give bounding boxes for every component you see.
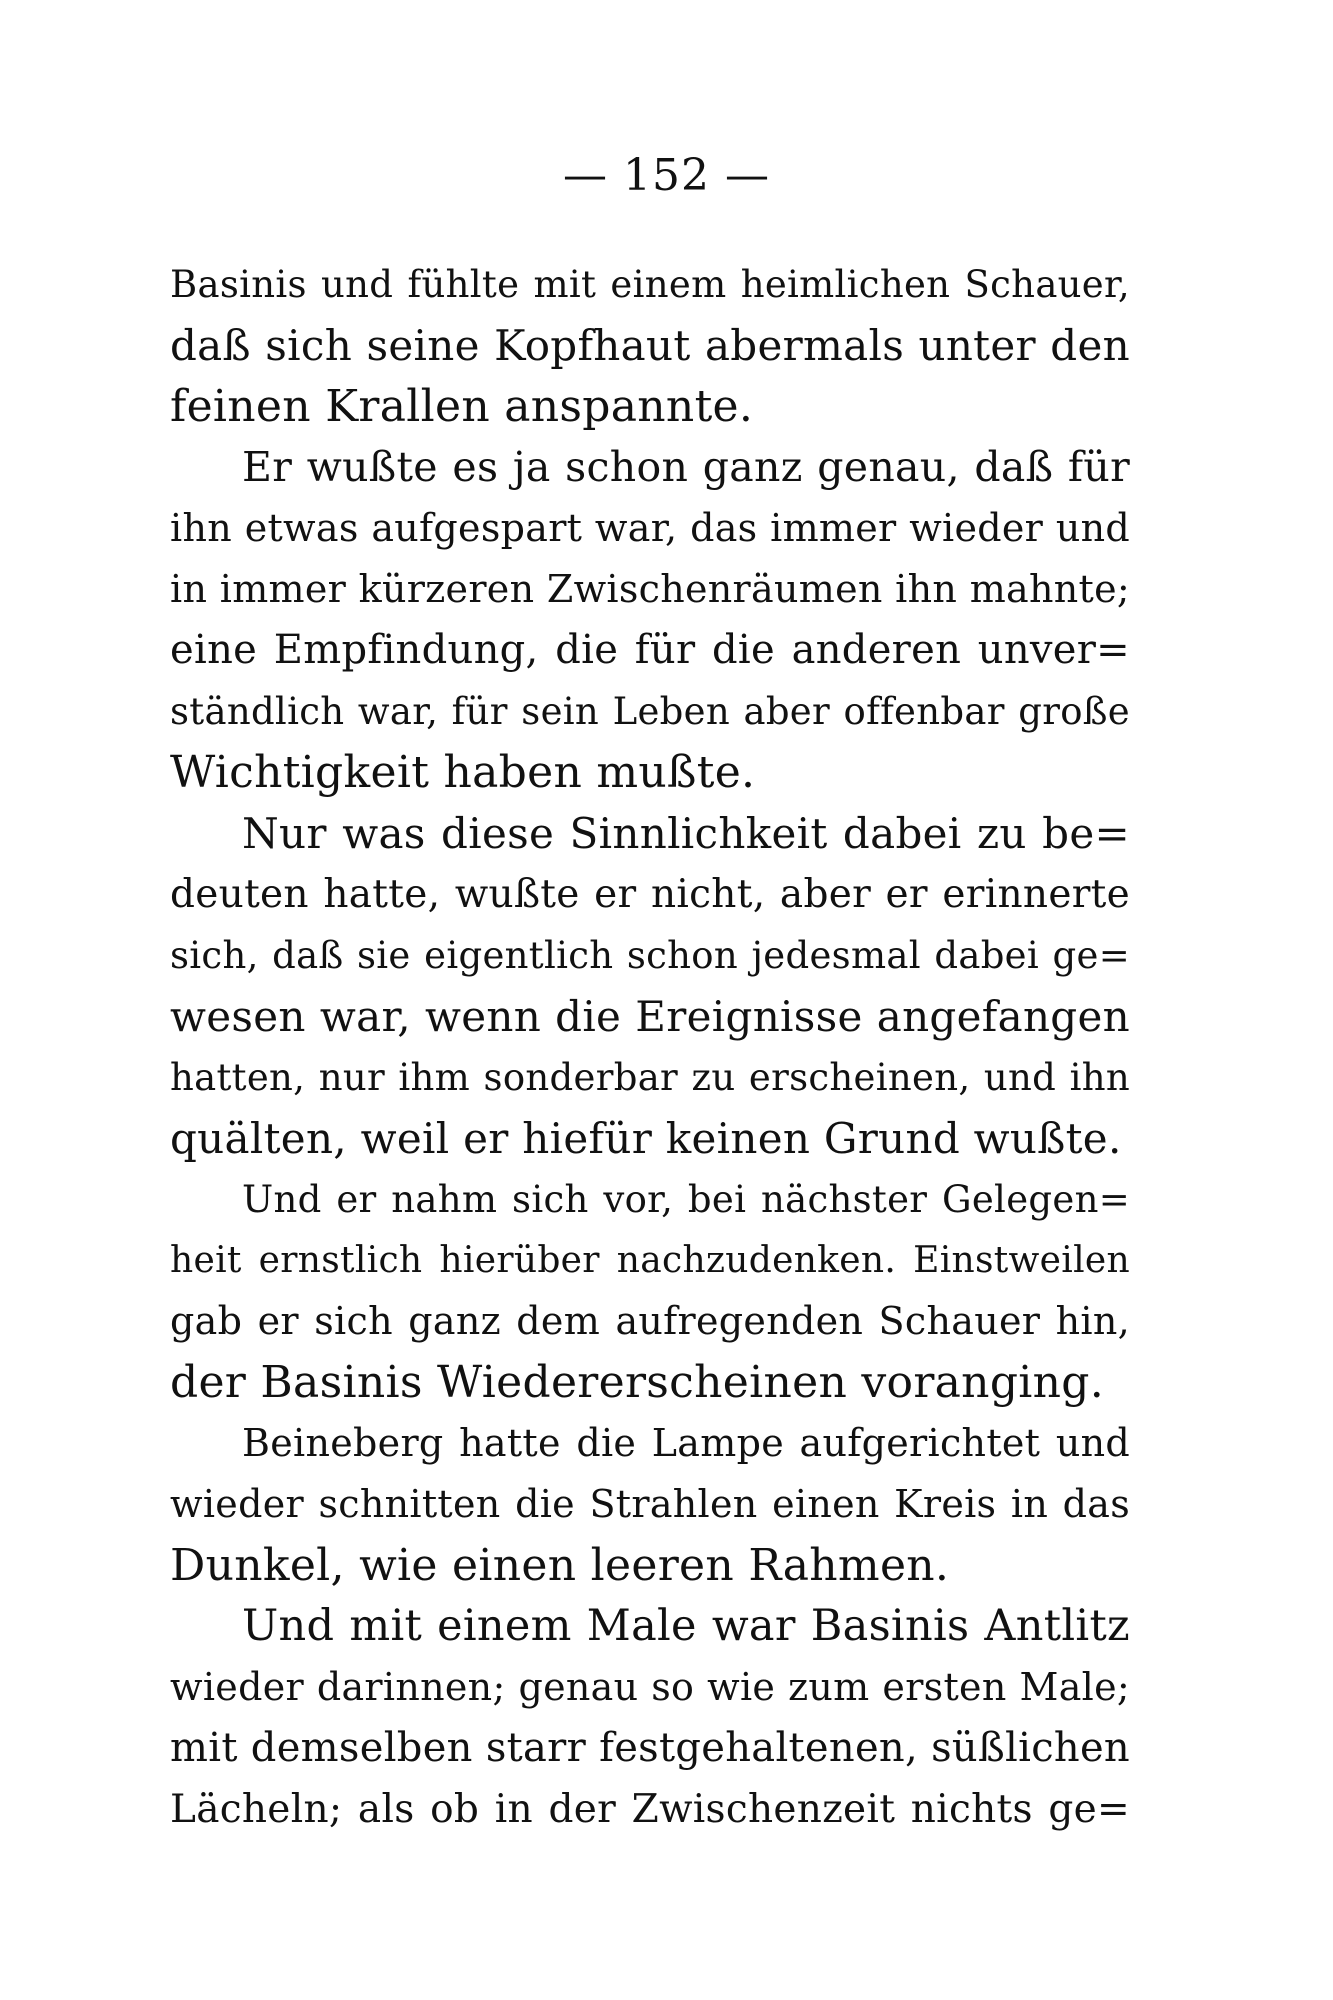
text-line: daß sich seine Kopfhaut abermals unter den [170,321,1130,370]
paragraph-first-line: Und mit einem Male war Basinis Antlitz [242,1601,1130,1651]
text-line: wieder darinnen; genau so wie zum ersten Male; [170,1665,1130,1709]
text-line: sich, daß sie eigentlich schon jedesmal dabei ge= [170,934,1130,977]
text-line: wieder schnitten die Strahlen einen Kreis in das [170,1482,1130,1526]
text-line: wesen war, wenn die Ereignisse angefangen [170,992,1130,1041]
text-line: deuten hatte, wußte er nicht, aber er erinnerte [170,872,1130,917]
text-line: mit demselben starr festgehaltenen, süßlichen [170,1725,1130,1771]
text-line: heit ernstlich hierüber nachzudenken. Einstweilen [170,1240,1130,1281]
page-number: — 152 — [563,150,770,201]
text-line: in immer kürzeren Zwischenräumen ihn mahnte; [170,567,1130,611]
text-line: Dunkel, wie einen leeren Rahmen. [170,1540,950,1591]
text-line: Basinis und fühlte mit einem heimlichen Schauer, [170,263,1130,306]
text-line: ständlich war, für sein Leben aber offenbar große [170,690,1130,733]
text-line: gab er sich ganz dem aufregenden Schauer hin, [170,1299,1130,1343]
text-line: Wichtigkeit haben mußte. [170,747,756,798]
text-line: hatten, nur ihm sonderbar zu erscheinen, und ihn [170,1056,1130,1099]
body-text [170,254,1130,1840]
text-line: Lächeln; als ob in der Zwischenzeit nichts ge= [170,1787,1130,1832]
paragraph-first-line: Nur was diese Sinnlichkeit dabei zu be= [242,809,1130,858]
paragraph-first-line: Beineberg hatte die Lampe aufgerichtet und [242,1421,1130,1465]
text-line: der Basinis Wiedererscheinen voranging. [170,1357,1105,1408]
text-line: quälten, weil er hiefür keinen Grund wußte. [170,1114,1122,1163]
paragraph-first-line: Und er nahm sich vor, bei nächster Gelegen= [242,1178,1130,1221]
paragraph-first-line: Er wußte es ja schon ganz genau, daß für [242,443,1130,491]
text-line: feinen Krallen anspannte. [170,381,754,432]
text-line: ihn etwas aufgespart war, das immer wieder und [170,506,1130,550]
text-line: eine Empfindung, die für die anderen unver= [170,627,1130,673]
